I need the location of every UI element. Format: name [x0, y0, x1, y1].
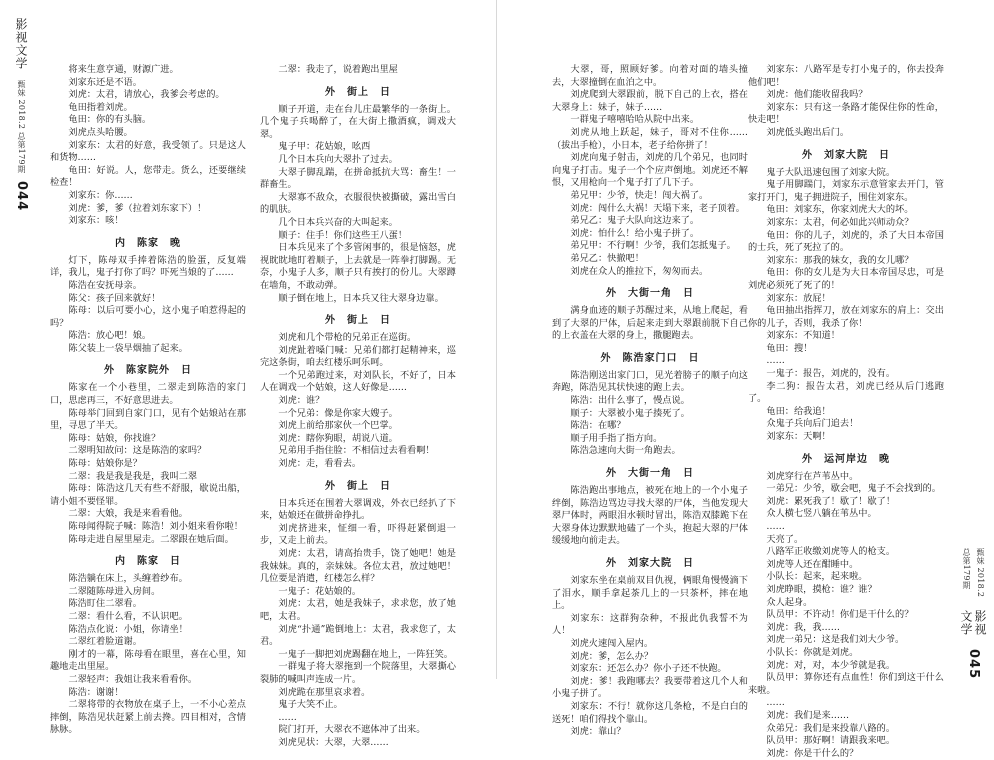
script-line: 刘家东：不知道！ [766, 330, 840, 342]
script-line: 刘虎上前给那家伙一个巴掌。 [278, 420, 398, 432]
script-line: 日本兵见来了个多管闲事的，很是恼怒，虎视眈眈地盯着顺子，上去就是一阵拳打脚踢。无奈，小鬼子人多，顺子只有挨打的份儿。大翠蹲在墙角，不敢动弹。 [260, 242, 456, 291]
script-line: 众人横七竖八躺在苇丛中。 [766, 508, 877, 520]
script-line: 龟田：你的有头脑。 [68, 114, 152, 126]
script-line: 几个日本兵兴奋的大叫起来。 [278, 216, 398, 228]
script-line: 顺子：大翠被小鬼子揍死了。 [570, 407, 690, 419]
script-line: 鬼子用脚踹门，刘家东示意管家去开门，管家打开门，鬼子拥进院子，围住刘家东。 [748, 179, 944, 203]
script-line: 众鬼子兵向后门追去！ [766, 418, 859, 430]
script-line: 刘虎在众人的推拉下，匆匆而去。 [570, 265, 709, 277]
scene-heading: 外 大街一角 日 [606, 468, 694, 480]
script-line: 龟田：给我追！ [766, 405, 831, 417]
script-line: 刘虎低头跑出后门。 [766, 126, 850, 138]
scene-heading: 外 街上 日 [325, 86, 391, 98]
script-line: 陈母：姑娘，你找谁？ [68, 432, 161, 444]
script-line: 鬼子大笑不止。 [278, 699, 343, 711]
script-line: 龟田：你的儿子，刘虎的，杀了大日本帝国的士兵，死了死拉了的。 [748, 229, 944, 254]
script-line: 龟田：好说。人，您带走。货么，还要继续检查！ [50, 164, 246, 189]
script-line: 陈母举门回到自家门口，见有个姑娘站在那里，寻思了半天。 [50, 407, 246, 432]
script-line: 龟田指着刘虎。 [68, 101, 133, 113]
scene-heading: 外 陈浩家门口 日 [600, 352, 700, 364]
scene-heading: 外 街上 日 [325, 480, 391, 492]
script-line: 刘家东：放屁！ [766, 292, 831, 304]
script-line: 刘家东：太君的好意，我受领了。只是这人和货物…… [50, 139, 246, 164]
script-line: 龟田抽出指挥刀，放在刘家东的肩上：交出你的儿子，否则，我杀了你！ [748, 305, 944, 329]
script-line: 兄弟用手指住脸：不相信过去看看啊！ [278, 445, 435, 457]
script-line: 刘虎：爹，怎么办？ [570, 650, 654, 662]
script-line: 陈浩：在哪？ [570, 420, 626, 432]
script-line: 陈家在一个小巷里，二翠走到陈浩的家门口，思虑再三，不好意思进去。 [50, 382, 246, 407]
script-line: 陈母：姑娘你是？ [68, 458, 142, 470]
script-line: 陈浩在安抚母亲。 [68, 279, 142, 291]
page-number-right: 045 [966, 648, 981, 679]
script-line: 天亮了。 [766, 533, 804, 545]
script-line: 刘虎挤进来，怔细一看，吓得赶紧倒退一步，又走上前去。 [260, 522, 456, 547]
script-line: 龟田：搜！ [766, 342, 813, 354]
script-line: 龟田：刘家东，你家刘虎大大的坏。 [766, 204, 914, 216]
script-line: 刘虎：他们能收留我吗？ [766, 89, 868, 101]
page-number-left: 044 [14, 181, 29, 212]
script-line: 刘虎从地上跃起，妹子，哥对不住你……（拔出手枪），小日本，老子给你拼了！ [552, 126, 748, 151]
script-line: 弟兄甲：不行啊！少爷，我们怎抵鬼子。 [570, 240, 736, 252]
script-line: 陈浩跑出事地点，被死在地上的一个小鬼子绊倒，陈浩边骂边寻找大翠的尸体，当他发现大翠尸体时，两眼泪水顿时冒出，陈浩双膝跪下在大翠身体边默默地磕了一个头，抱起大翠的尸体缓缓地向前走去。 [552, 485, 748, 547]
script-line: 刘虎：累死我了！歇了！歇了！ [766, 495, 896, 507]
scene-heading: 外 大街一角 日 [606, 288, 694, 300]
scene-heading: 外 陈家院外 日 [104, 365, 192, 377]
script-line: 刘家东：太君，何必如此兴师动众？ [766, 216, 914, 228]
script-line: 陈浩点化说：小姐，你请坐！ [68, 623, 188, 635]
script-line: 刘虎趾着嗓门喊：兄弟们都打起精神来，巡完这条街，咱去红楼乐呵乐呵。 [260, 344, 456, 369]
script-line: 陈浩：谢谢！ [68, 686, 124, 698]
script-line: 大翠寡不敌众，衣服很快被撕破，露出雪白的肌肤。 [260, 191, 456, 216]
right-page-gutter [959, 0, 987, 679]
script-line: 刘家东：你…… [68, 189, 133, 201]
script-line: 陈母：陈浩这几天有些不舒服，歇说出船，请小姐不要怪罪。 [50, 483, 246, 507]
script-line: 顺子开道，走在台儿庄最繁华的一条街上。几个鬼子兵喝醉了，在大街上撒酒疯，调戏大翠。 [260, 103, 456, 140]
script-line: 二翠轻声：我姐让我来看看你。 [68, 673, 198, 685]
script-line: 二翠：我是我是我是，我叫二翠 [68, 470, 198, 482]
script-line: 刘虎：靠山？ [570, 726, 626, 738]
scene-heading: 外 刘家大院 日 [802, 149, 890, 161]
script-line: 一鬼子一脚把刘虎踢翻在地上，一阵狂笑。 [278, 648, 453, 660]
script-line: 顺子用手指了指方向。 [570, 432, 663, 444]
script-line: 刘虎爬到大翠跟前，脱下自己的上衣，搭在大翠身上：妹子，妹子…… [552, 89, 748, 113]
script-line: …… [278, 711, 297, 723]
scene-heading: 外 刘家大院 日 [606, 558, 694, 569]
script-line: 刘家东还是不语。 [68, 76, 142, 88]
issue-info-right: 甄妹 2018.2 总第179期 [962, 548, 985, 598]
script-line: 刘虎：怕什么！给小鬼子拼了。 [570, 227, 700, 239]
script-line: 刘虎：闯什么大祸！天塌下来，老子顶着。 [570, 202, 745, 214]
text-column-2 [260, 64, 456, 750]
script-line: 八路军正收缴刘虎等人的枪支。 [766, 546, 896, 558]
script-line: 顺子：住手！你们这些王八蛋！ [278, 229, 408, 241]
script-line: 队员甲：不许动！你们是干什么的？ [766, 609, 914, 621]
script-line: 灯下，陈母双手捧着陈浩的脸蛋，反复端详，我儿，鬼子打你了吗？吓死当娘的了…… [50, 254, 246, 279]
script-line: 院门打开，大翠衣不遮体冲了出来。 [278, 724, 426, 736]
script-line: 刘家东：这群狗杂种，不报此仇我誓不为人！ [552, 612, 748, 637]
script-line: 刘虎：太君，请放心，我爹会考虑的。 [68, 89, 225, 101]
text-column-4 [748, 64, 944, 760]
script-line: 刘家东：还怎么办？你小子还不快跑。 [570, 663, 727, 675]
script-line: 队员甲：那好啊！请跟我来吧。 [766, 735, 896, 747]
script-line: 刘虎等人还在酣睡中。 [766, 558, 859, 570]
scene-heading: 内 陈家 日 [115, 556, 181, 568]
script-line: 顺子倒在地上，日本兵又往大翠身边靠。 [278, 292, 444, 304]
text-column-1 [50, 64, 246, 737]
left-page-gutter [10, 0, 32, 679]
script-line: 众弟兄：我们是来投靠八路的。 [766, 722, 896, 734]
script-line: 刘虎睁眼，摸枪：谁？谁？ [766, 583, 877, 595]
script-line: …… [766, 355, 785, 367]
script-line: 大翠子脚乱踹，在拼命抵抗大骂：畜生！一群畜生。 [260, 166, 456, 191]
script-line: 陈母：以后可要小心，这小鬼子咱惹得起的吗？ [50, 305, 246, 329]
script-line: 刘虎：爹！我跑哪去？我要带着这几个人和小鬼子拼了。 [552, 675, 748, 700]
script-line: 几个日本兵向大翠扑了过去。 [278, 153, 398, 165]
script-line: 刘虎向鬼子射击，刘虎的几个弟兄，也同时向鬼子打击。鬼子一个个应声倒地。刘虎还不解恨，又用枪向一个鬼子打了几下子。 [552, 152, 748, 189]
script-line: 陈父：孩子回来就好！ [68, 292, 161, 304]
script-line: 龟田：你的女儿是为大日本帝国尽忠，可是刘虎必须死了死了的！ [748, 267, 944, 291]
script-line: 大翠，哥，照顾好爹。向着对面的墙头撞去，大翠撞倒在血泊之中。 [552, 64, 748, 88]
script-line: 二翠明知故问：这是陈浩的家吗？ [68, 445, 207, 457]
script-line: 刚才的一幕，陈母看在眼里，喜在心里，知趣地走出里屋。 [50, 648, 246, 673]
script-line: 陈父装上一袋旱烟抽了起来。 [68, 342, 188, 354]
script-line: 刘虎穿行在芦苇丛中。 [766, 470, 859, 482]
script-line: 众人起身。 [766, 596, 813, 608]
script-line: 日本兵还在围着大翠调戏，外衣已经扒了下来，姑娘还在做拼命挣扎。 [260, 497, 456, 522]
script-line: 一个兄弟：像是你家大嫂子。 [278, 407, 398, 419]
script-line: 二翠随陈母进入房间。 [68, 585, 161, 597]
script-line: 刘虎和几个带枪的兄弟正在巡街。 [278, 332, 417, 344]
script-line: 陈母走进自屋里屋走。二翠跟在她后面。 [68, 533, 234, 545]
script-line: …… [766, 697, 785, 709]
text-column-3 [552, 64, 748, 739]
script-line: 刘虎：我们是来…… [766, 709, 850, 721]
script-line: 刘虎：太君，她是我妹子，求求您，放了她吧，太君。 [260, 598, 456, 622]
script-line: 刘虎：爹，爹（拉着刘东家下）！ [68, 202, 207, 214]
script-line: 刘家东：那我的妹女，我的女儿哪？ [766, 254, 914, 266]
script-line: 刘虎“扑通”跪倒地上：太君，我求您了，太君。 [260, 623, 456, 648]
script-line: 刘家东：只有这一条路才能保住你的性命，快走吧！ [748, 101, 944, 126]
script-line: 将来生意亨通，财源广进。 [68, 64, 179, 75]
script-line: 刘虎：对，对，本少爷就是我。 [766, 659, 896, 671]
script-line: 刘虎见状：大翠，大翠…… [278, 736, 389, 748]
script-line: 一群鬼子嘻嘻哈哈从院中出来。 [570, 114, 700, 126]
script-line: 刘虎：谁？ [278, 395, 325, 407]
script-line: 陈浩急速向大街一角跑去。 [570, 445, 681, 457]
script-line: 弟兄乙：快撤吧！ [570, 252, 644, 264]
script-line: 陈浩躺在床上，头缠着纱布。 [68, 573, 188, 585]
scene-heading: 外 运河岸边 晚 [802, 453, 890, 465]
script-line: 二翠：我走了，说着跑出里屋 [278, 64, 398, 75]
script-line: 一弟兄：少爷，歇会吧，鬼子不会找到的。 [766, 483, 941, 495]
script-line: 弟兄甲：少爷，快走！闯大祸了。 [570, 189, 709, 201]
script-line: 刘虎：我，我…… [766, 621, 840, 633]
script-line: 刘家东：八路军是专打小鬼子的，你去投奔他们吧！ [748, 64, 944, 88]
magazine-name-left: 影视文学 [14, 18, 28, 70]
script-line: 二翠：看什么看，不认识吧。 [68, 610, 188, 622]
script-line: 李二狗：报告太君，刘虎已经从后门逃跑了。 [748, 380, 944, 405]
script-line: …… [766, 521, 785, 532]
script-line: 陈浩：出什么事了，慢点说。 [570, 395, 690, 407]
script-line: 刘虎火速闯入屋内。 [570, 637, 654, 649]
scene-heading: 内 陈家 晚 [115, 237, 181, 249]
script-line: 一群鬼子将大翠拖到一个院落里，大翠撕心裂肺的喊叫声连成一片。 [260, 661, 456, 685]
script-line: 一个兄弟跑过来，对刘队长，不好了，日本人在调戏一个姑娘，这人好像是…… [260, 369, 456, 394]
scene-heading: 外 街上 日 [325, 315, 391, 327]
script-line: 刘虎一弟兄：这是我们刘大少爷。 [766, 634, 905, 646]
script-line: 刘虎跪在那里哀求着。 [278, 686, 371, 698]
script-line: 二翠将带的衣物放在桌子上，一不小心差点摔倒，陈浩见状赶紧上前去搀。四目相对，含情脉脉。 [50, 699, 246, 736]
script-line: 小队长：你就是刘虎。 [766, 646, 859, 658]
script-line: 弟兄乙：鬼子大队向这边来了。 [570, 215, 700, 227]
script-line: 刘家东：天啊！ [766, 431, 831, 443]
script-line: 鬼子甲：花姑娘，吆西 [278, 141, 371, 153]
script-line: 刘虎：太君，请高抬贵手，饶了她吧！她是我妹妹。真的，亲妹妹。各位太君，放过她吧！几位要是消遣，红楼怎么样？ [260, 548, 456, 585]
script-line: 刘家东：咳！ [68, 215, 124, 227]
script-line: 满身血迹的顺子苏醒过来，从地上爬起，看到了大翠的尸体，后起来走到大翠跟前脱下自己的上衣盖在大翠的身上，撒腿跑去。 [552, 305, 748, 342]
script-line: 陈浩刚送出家门口，见光着膀子的顺子向这奔跑，陈浩见其状快速的跑上去。 [552, 369, 748, 394]
script-line: 陈浩：放心吧！娘。 [68, 330, 152, 342]
spread-divider [496, 0, 497, 679]
script-line: 二翠红着脸道谢。 [68, 636, 142, 648]
script-line: 刘家东：不行！就你这几条枪，不是白白的送死！咱们得找个靠山。 [552, 700, 748, 725]
script-line: 陈母闻得院子喊：陈浩！刘小姐来看你啦！ [68, 521, 243, 532]
script-line: 一鬼子：报告，刘虎的，没有。 [766, 368, 896, 380]
script-line: 刘家东坐在桌前双目仇视，俩眼角慢慢滴下了泪水，顺手拿起茶几上的一只茶杯，摔在地上。 [552, 575, 748, 612]
script-line: 一鬼子：花姑娘的。 [278, 585, 362, 597]
script-line: 刘虎点头哈腰。 [68, 126, 133, 138]
script-line: 陈浩盯住二翠看。 [68, 598, 142, 610]
magazine-name-right: 影视文学 [959, 609, 987, 636]
script-line: 刘虎：你是干什么的？ [766, 747, 859, 759]
script-line: 小队长：起来，起来啦。 [766, 571, 868, 583]
script-line: 鬼子大队迅速包围了刘家大院。 [766, 166, 896, 178]
script-line: 刘虎：瞎你狗眼，胡说八道。 [278, 432, 398, 444]
script-line: 二翠：大娘，我是来看看他。 [68, 508, 188, 520]
issue-info-left: 甄妹 2018.2 总第179期 [17, 80, 26, 174]
script-line: 刘虎：走，看看去。 [278, 458, 362, 470]
script-line: 队员甲：算你还有点血性！你们到这干什么来啦。 [748, 672, 944, 696]
